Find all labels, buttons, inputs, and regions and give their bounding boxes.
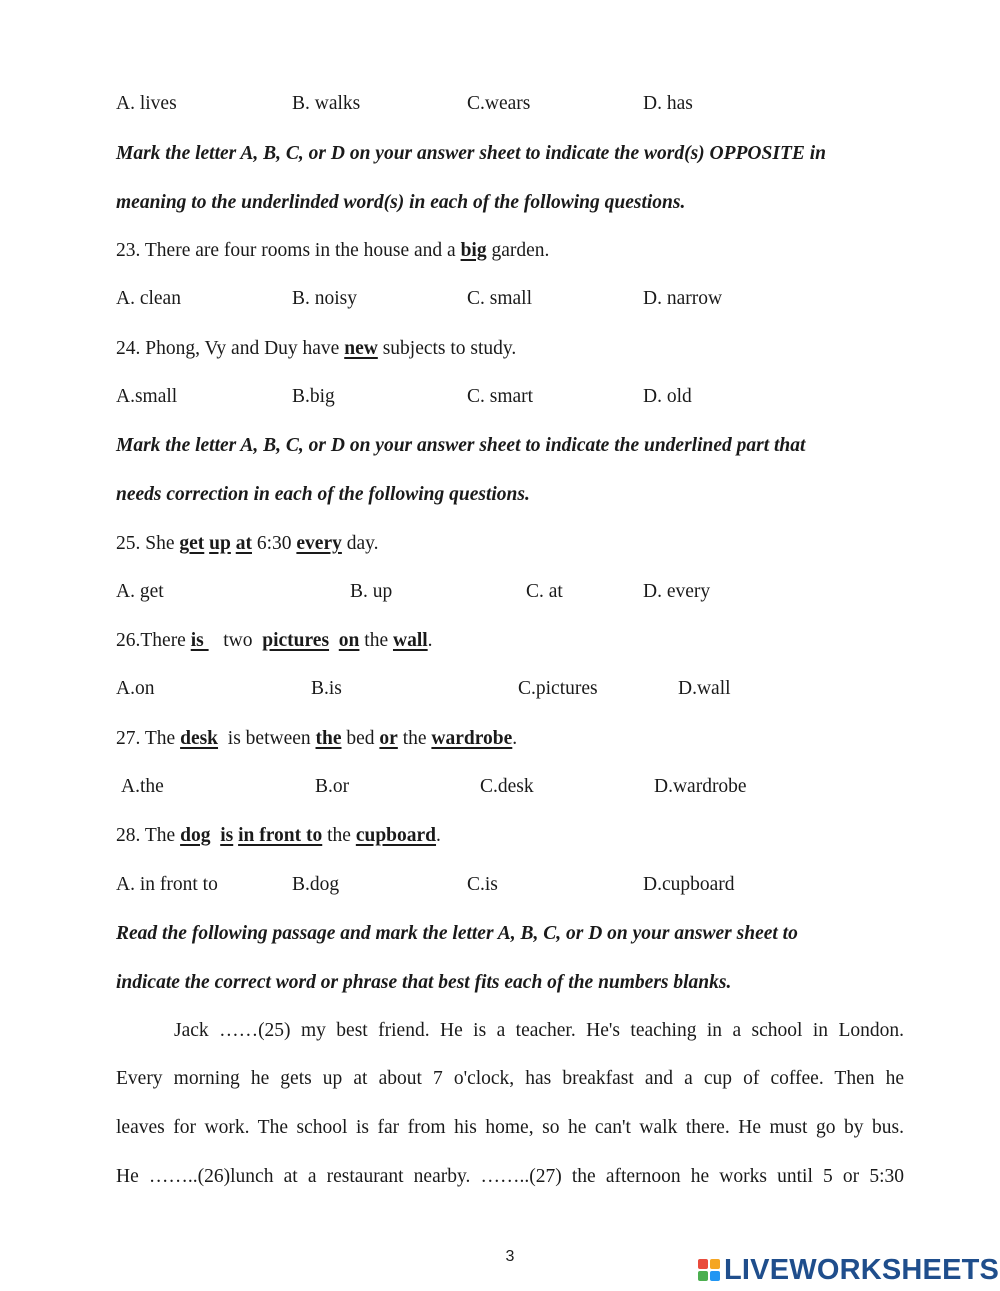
q28-underlined-b: is: [220, 825, 234, 846]
logo-square-green: [698, 1271, 708, 1281]
question-27: [116, 727, 517, 751]
q23-option-c: C. small: [467, 288, 533, 309]
q23-option-a: A. clean: [116, 288, 181, 309]
q25-text: day.: [341, 533, 379, 554]
q22-option-d: D. has: [643, 93, 693, 114]
q27-text: .: [512, 728, 518, 749]
q27-underlined-c: or: [379, 728, 398, 749]
q28-text: the: [322, 825, 356, 846]
q26-option-d: D.wall: [678, 678, 731, 699]
question-23: [116, 239, 549, 263]
q27-option-b: B.or: [315, 776, 350, 797]
logo-text: LIVEWORKSHEETS: [724, 1253, 1000, 1286]
q27-underlined-a: desk: [180, 728, 219, 749]
q28-option-c: C.is: [467, 874, 498, 895]
liveworksheets-logo: [698, 1254, 999, 1286]
logo-square-blue: [710, 1271, 720, 1281]
q27-option-d: D.wardrobe: [654, 776, 747, 797]
q23-text-pre: 23. There are four rooms in the house and a: [116, 240, 461, 261]
q28-text: [210, 825, 220, 846]
q26-underlined-a: is: [190, 630, 209, 651]
q28-text: 28. The: [116, 825, 181, 846]
instruction-opposite-line1: Mark the letter A, B, C, or D on your answer sheet to indicate the word(s) OPPOSITE in: [116, 143, 827, 164]
q28-text: .: [436, 825, 441, 846]
q26-text: two: [208, 630, 263, 651]
passage-line-4: He ……..(26)lunch at a restaurant nearby. ……..(27) the afternoon he works until 5 or 5:30: [116, 1166, 904, 1187]
q26-text: [329, 630, 339, 651]
q24-option-a: A.small: [116, 386, 178, 407]
q23-option-b: B. noisy: [292, 288, 358, 309]
q24-text-pre: 24. Phong, Vy and Duy have: [116, 338, 345, 359]
q24-option-d: D. old: [643, 386, 692, 407]
question-24: [116, 337, 516, 361]
q28-option-b: B.dog: [292, 874, 340, 895]
logo-mark-icon: [698, 1259, 720, 1281]
q24-underlined-word: new: [344, 338, 378, 359]
q25-underlined-a: get: [179, 533, 205, 554]
q28-underlined-d: cupboard: [355, 825, 437, 846]
q26-text: the: [359, 630, 393, 651]
q27-underlined-b: the: [315, 728, 342, 749]
q27-option-a: A.the: [121, 776, 164, 797]
passage-line-3: leaves for work. The school is far from his home, so he can't walk there. He must go by bus.: [116, 1117, 904, 1138]
q27-underlined-d: wardrobe: [431, 728, 513, 749]
instruction-correction-line1: Mark the letter A, B, C, or D on your answer sheet to indicate the underlined part that: [116, 435, 806, 456]
q22-option-c: C.wears: [467, 93, 531, 114]
q25-text: 25. She: [116, 533, 180, 554]
q23-text-post: garden.: [486, 240, 550, 261]
q25-underlined-d: every: [296, 533, 342, 554]
q25-option-a: A. get: [116, 581, 164, 602]
question-28: [116, 824, 441, 848]
q25-underlined-b: up: [209, 533, 231, 554]
q26-text: 26.There: [116, 630, 191, 651]
q27-option-c: C.desk: [480, 776, 534, 797]
q26-option-c: C.pictures: [518, 678, 598, 699]
q26-underlined-d: wall: [392, 630, 428, 651]
q25-option-b: B. up: [350, 581, 393, 602]
q28-underlined-c: in front to: [238, 825, 323, 846]
q26-option-a: A.on: [116, 678, 155, 699]
instruction-opposite-line2: meaning to the underlinded word(s) in each of the following questions.: [116, 192, 686, 213]
q23-option-d: D. narrow: [643, 288, 723, 309]
instruction-correction-line2: needs correction in each of the following questions.: [116, 484, 530, 505]
passage-line-2: Every morning he gets up at about 7 o'clock, has breakfast and a cup of coffee. Then he: [116, 1068, 904, 1089]
q26-underlined-b: pictures: [262, 630, 330, 651]
q26-option-b: B.is: [311, 678, 342, 699]
q28-option-d: D.cupboard: [643, 874, 735, 895]
logo-square-red: [698, 1259, 708, 1269]
q25-option-d: D. every: [643, 581, 711, 602]
passage-line-1: Jack ……(25) my best friend. He is a teacher. He's teaching in a school in London.: [174, 1020, 904, 1041]
question-25: [116, 532, 379, 556]
q25-option-c: C. at: [526, 581, 563, 602]
q26-underlined-c: on: [338, 630, 360, 651]
q24-text-post: subjects to study.: [377, 338, 517, 359]
page-number: 3: [505, 1248, 515, 1265]
q27-text: 27. The: [116, 728, 181, 749]
q24-option-b: B.big: [292, 386, 335, 407]
q27-text: bed: [341, 728, 380, 749]
instruction-passage-line1: Read the following passage and mark the letter A, B, C, or D on your answer sheet to: [116, 923, 798, 944]
q28-underlined-a: dog: [180, 825, 211, 846]
q25-underlined-c: at: [235, 533, 252, 554]
question-26: [116, 629, 433, 653]
q22-option-a: A. lives: [116, 93, 177, 114]
q25-text: 6:30: [251, 533, 297, 554]
q26-text: .: [427, 630, 433, 651]
q27-text: is between: [218, 728, 316, 749]
q24-option-c: C. smart: [467, 386, 534, 407]
q28-option-a: A. in front to: [116, 874, 218, 895]
q23-underlined-word: big: [460, 240, 487, 261]
logo-square-orange: [710, 1259, 720, 1269]
q22-option-b: B. walks: [292, 93, 361, 114]
q27-text: the: [397, 728, 432, 749]
instruction-passage-line2: indicate the correct word or phrase that best fits each of the numbers blanks.: [116, 972, 732, 993]
